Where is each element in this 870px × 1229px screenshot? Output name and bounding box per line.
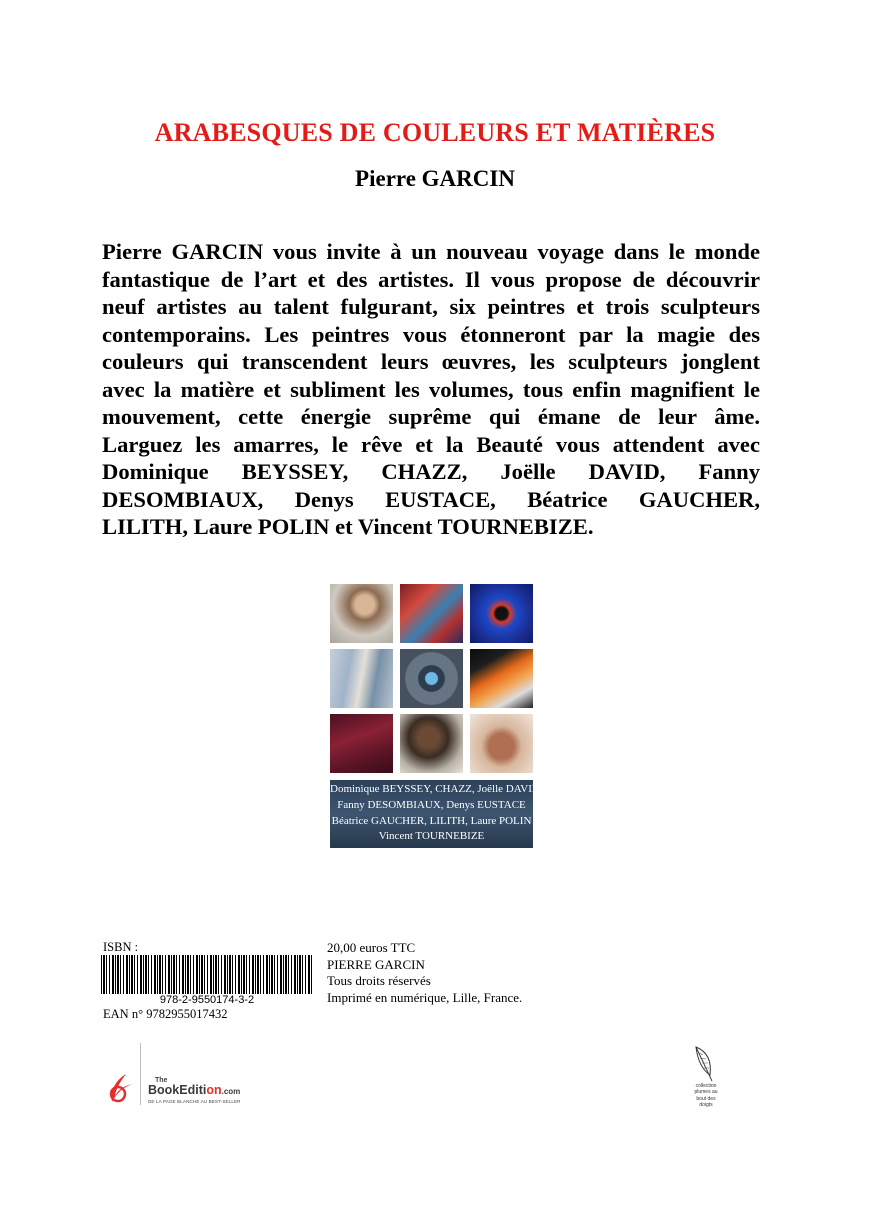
artwork-sculpture-bust <box>330 584 393 643</box>
publisher: PIERRE GARCIN <box>327 956 425 972</box>
price: 20,00 euros TTC <box>327 940 416 955</box>
artwork-blue-circle <box>470 584 533 643</box>
collection-line: doigts <box>699 1101 713 1108</box>
blurb-line: contemporains. Les peintres vous étonneront par la magie des <box>102 321 760 347</box>
bookedition-logo-text <box>148 1083 240 1097</box>
blurb-line: DESOMBIAUX, Denys EUSTACE, Béatrice GAUCHER, <box>102 486 760 512</box>
cover-artists-band <box>330 780 540 848</box>
collection-line: bout des <box>696 1095 716 1102</box>
artwork-red-abstract <box>400 584 463 643</box>
blurb-line: couleurs qui transcendent leurs œuvres, les sculpteurs jonglent <box>102 349 760 374</box>
book-title: ARABESQUES DE COULEURS ET MATIÈRES <box>154 118 716 147</box>
bookedition-brand-c: .com <box>221 1087 241 1096</box>
artwork-figure-sculpture <box>470 714 533 773</box>
print-notice: Imprimé en numérique, Lille, France. <box>327 989 523 1005</box>
book-author: Pierre GARCIN <box>355 166 515 191</box>
blurb-line: neuf artistes au talent fulgurant, six peintres et trois sculpteurs <box>102 294 760 319</box>
rights-notice: Tous droits réservés <box>327 973 431 988</box>
blurb-line: fantastique de l’art et des artistes. Il vous propose de découvrir <box>102 266 760 292</box>
bookedition-brand-a: BookEditi <box>148 1083 207 1097</box>
blurb-line: Larguez les amarres, le rêve et la Beauté vous attendent avec <box>102 431 760 457</box>
artwork-pale-blue-abstract <box>330 649 393 708</box>
cover-artists-line: Vincent TOURNEBIZE <box>378 830 485 842</box>
collection-logo-text <box>686 1083 726 1108</box>
blurb-line: Dominique BEYSSEY, CHAZZ, Joëlle DAVID, Fanny <box>102 459 760 484</box>
feather-icon <box>690 1045 722 1083</box>
collection-line: collection <box>695 1083 717 1089</box>
isbn-label: ISBN : <box>103 940 139 954</box>
blurb-line: Pierre GARCIN vous invite à un nouveau voyage dans le monde <box>102 239 760 264</box>
cover-artists-line: Dominique BEYSSEY, CHAZZ, Joëlle DAVID <box>330 783 540 795</box>
logo-divider <box>140 1043 141 1105</box>
artwork-framed-square <box>400 649 463 708</box>
bookedition-tagline: DE LA PAGE BLANCHE AU BEST-SELLER <box>148 1099 241 1104</box>
collection-line: plumes au <box>694 1089 718 1096</box>
bookedition-the: The <box>155 1077 168 1084</box>
artwork-crimson-texture <box>330 714 393 773</box>
cover-artists-line: Fanny DESOMBIAUX, Denys EUSTACE <box>337 799 526 811</box>
barcode-number: 978-2-9550174-3-2 <box>101 994 313 1006</box>
blurb-line: avec la matière et subliment les volumes, tous enfin magnifient le <box>102 376 760 402</box>
publication-info <box>327 940 522 1006</box>
artwork-bronze-sculpture <box>400 714 463 773</box>
blurb-line: LILITH, Laure POLIN et Vincent TOURNEBIZE. <box>102 514 594 539</box>
quill-logo-icon <box>106 1072 134 1106</box>
bookedition-brand-b: on <box>206 1083 222 1097</box>
book-blurb <box>102 238 760 541</box>
front-cover-thumbnail <box>330 584 540 848</box>
barcode <box>101 955 313 995</box>
ean-number: EAN n° 9782955017432 <box>103 1007 228 1021</box>
cover-artists-line: Béatrice GAUCHER, LILITH, Laure POLIN <box>331 815 532 827</box>
artwork-orange-black <box>470 649 533 708</box>
blurb-line: mouvement, cette énergie suprême qui émane de leur âme. <box>102 404 760 429</box>
